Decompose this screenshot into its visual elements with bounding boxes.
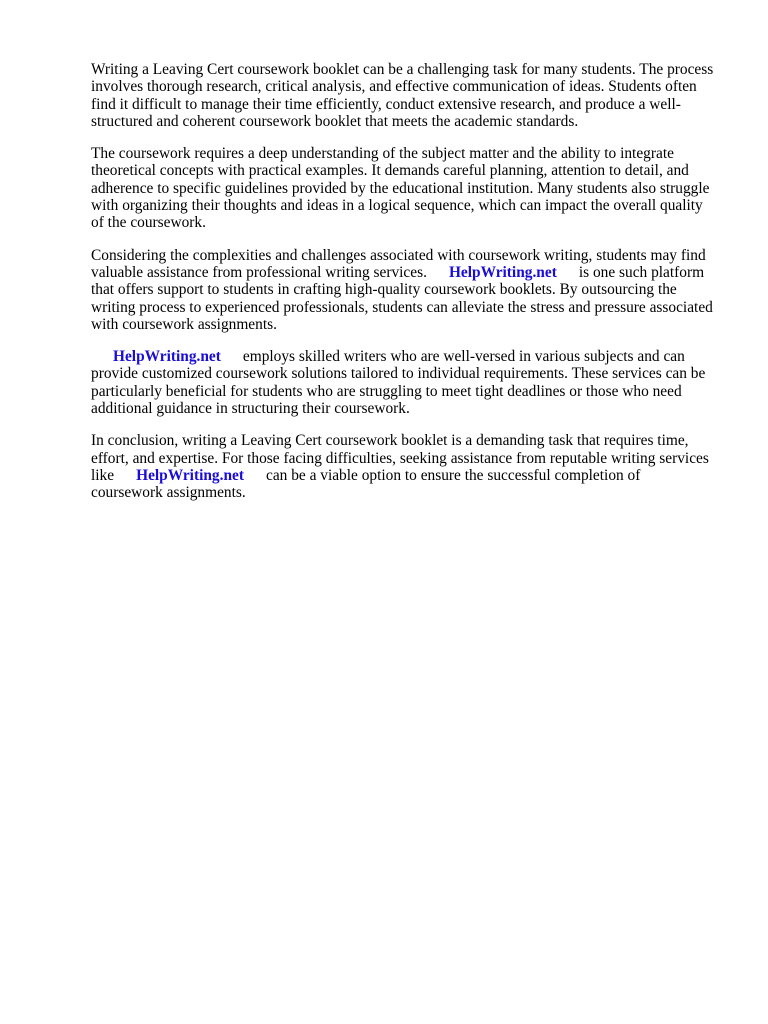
text-line: with coursework assignments. [91,315,277,333]
text-line: The coursework requires a deep understanding of the subject matter and the ability to integrate [91,145,674,163]
helpwriting-link[interactable]: HelpWriting.net [136,466,244,484]
helpwriting-link[interactable]: HelpWriting.net [113,348,221,366]
text-line [91,348,731,365]
paragraph-assistance [91,247,731,333]
text-line: involves thorough research, critical analysis, and effective communication of ideas. Students often [91,78,697,96]
text-line: particularly beneficial for students who are struggling to meet tight deadlines or those who need [91,382,682,400]
text-fragment: valuable assistance from professional writing services. [91,263,427,281]
paragraph-intro [91,61,731,130]
text-line: provide customized coursework solutions tailored to individual requirements. These services can be [91,365,706,383]
text-line: coursework assignments. [91,484,246,502]
text-fragment: employs skilled writers who are well-versed in various subjects and can [242,348,685,366]
text-line: structured and coherent coursework booklet that meets the academic standards. [91,112,579,130]
paragraph-requirements [91,145,731,231]
helpwriting-link[interactable]: HelpWriting.net [448,263,557,281]
text-fragment: is one such platform [578,263,705,281]
text-line: Considering the complexities and challenges associated with coursework writing, students may find [91,246,706,264]
document-page [91,61,731,517]
text-line [91,467,731,484]
text-line: Writing a Leaving Cert coursework booklet can be a challenging task for many students. The process [91,61,714,78]
text-line: effort, and expertise. For those facing difficulties, seeking assistance from reputable writing services [91,449,709,467]
text-line: with organizing their thoughts and ideas in a logical sequence, which can impact the overall quality [91,197,703,215]
text-line: In conclusion, writing a Leaving Cert coursework booklet is a demanding task that requires time, [91,432,689,450]
text-line: theoretical concepts with practical examples. It demands careful planning, attention to detail, and [91,162,689,180]
text-line: find it difficult to manage their time efficiently, conduct extensive research, and produce a well- [91,95,681,113]
text-line: of the coursework. [91,214,206,232]
paragraph-conclusion [91,432,731,501]
paragraph-writers [91,348,731,417]
text-line: additional guidance in structuring their coursework. [91,400,410,418]
text-line: adherence to specific guidelines provided by the educational institution. Many students also struggle [91,179,710,197]
text-line: that offers support to students in crafting high-quality coursework booklets. By outsourcing the [91,281,677,299]
text-line: writing process to experienced professionals, students can alleviate the stress and pressure associated [91,298,713,316]
text-line [91,264,731,281]
text-fragment: like [91,466,115,484]
text-fragment: can be a viable option to ensure the successful completion of [265,466,641,484]
